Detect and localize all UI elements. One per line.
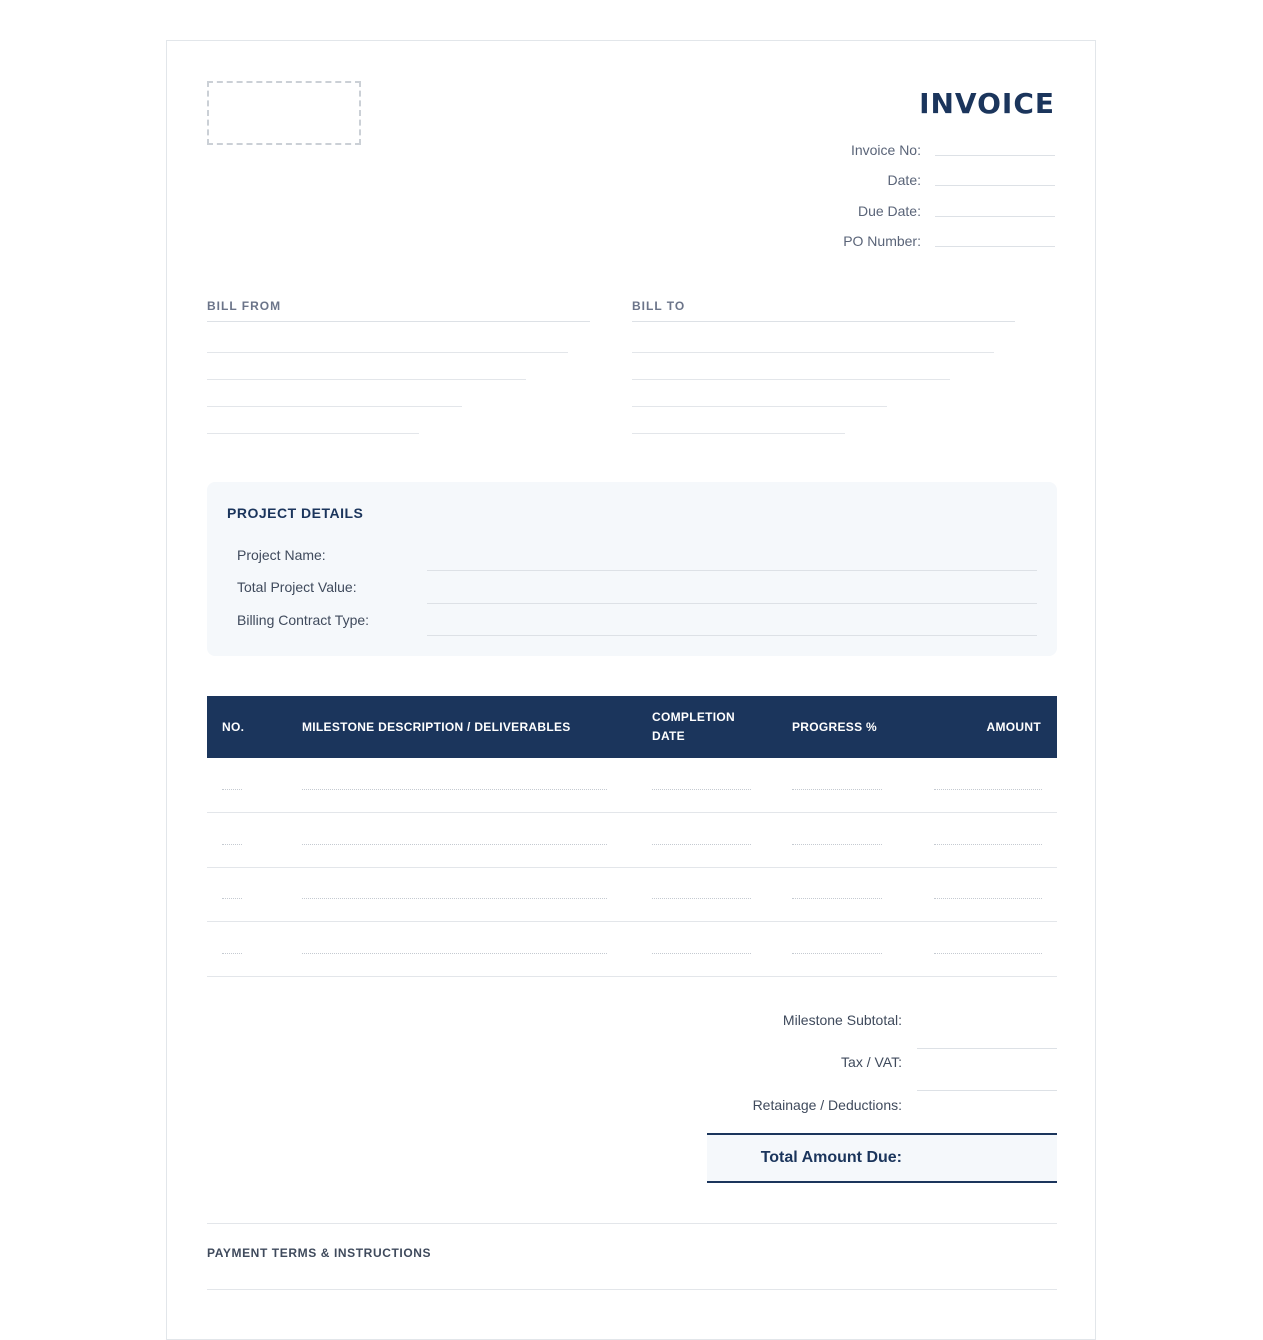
bill-to-line[interactable] [632,406,887,407]
bill-from-line[interactable] [207,406,462,407]
bill-to-line[interactable] [632,379,950,380]
tax-row [707,1049,1057,1091]
invoice-title: INVOICE [919,87,1055,120]
bill-to-line[interactable] [632,352,994,353]
invoice-no-row [755,142,1055,162]
row-amount-field[interactable] [934,844,1042,845]
col-completion-header [652,708,735,746]
po-number-row [755,233,1055,253]
row-amount-field[interactable] [934,898,1042,899]
table-row [207,867,1057,922]
date-row [755,172,1055,192]
bill-from-line[interactable] [207,352,568,353]
payment-terms-title: PAYMENT TERMS & INSTRUCTIONS [207,1246,432,1260]
row-description-field[interactable] [302,898,607,899]
col-amount-header: AMOUNT [986,720,1041,734]
due-date-field[interactable] [935,216,1055,217]
table-row [207,813,1057,868]
row-no-field[interactable] [222,953,242,954]
due-date-row [755,203,1055,223]
retainage-label: Retainage / Deductions: [752,1097,902,1113]
col-completion-line1: COMPLETION [652,710,735,724]
col-description-header: MILESTONE DESCRIPTION / DELIVERABLES [302,720,571,734]
col-no-header: NO. [222,720,245,734]
project-details-panel [207,482,1057,656]
col-completion-line2: DATE [652,729,685,743]
bill-from-section [207,299,590,322]
bill-from-heading: BILL FROM [207,299,590,322]
row-no-field[interactable] [222,789,242,790]
project-name-label: Project Name: [237,547,326,563]
invoice-no-label: Invoice No: [850,142,921,158]
subtotal-row [707,1007,1057,1049]
row-amount-field[interactable] [934,789,1042,790]
row-progress-field[interactable] [792,844,882,845]
project-value-field[interactable] [427,603,1037,604]
tax-field[interactable] [917,1090,1057,1091]
row-description-field[interactable] [302,953,607,954]
po-number-field[interactable] [935,246,1055,247]
subtotal-label: Milestone Subtotal: [782,1012,902,1028]
payment-terms-field[interactable] [207,1289,1057,1290]
tax-label: Tax / VAT: [841,1054,902,1070]
milestone-table-header [207,696,1057,758]
row-description-field[interactable] [302,789,607,790]
date-label: Date: [887,172,921,188]
terms-divider [207,1223,1057,1224]
row-progress-field[interactable] [792,898,882,899]
date-field[interactable] [935,185,1055,186]
bill-from-line[interactable] [207,433,419,434]
col-progress-header: PROGRESS % [792,720,878,734]
table-row [207,758,1057,813]
logo-placeholder[interactable] [207,81,361,145]
invoice-no-field[interactable] [935,155,1055,156]
bill-from-line[interactable] [207,379,526,380]
row-progress-field[interactable] [792,953,882,954]
row-progress-field[interactable] [792,789,882,790]
total-due-label: Total Amount Due: [760,1149,902,1166]
project-name-field[interactable] [427,570,1037,571]
row-completion-field[interactable] [652,844,751,845]
contract-type-field[interactable] [427,635,1037,636]
row-amount-field[interactable] [934,953,1042,954]
bill-to-section [632,299,1015,322]
row-description-field[interactable] [302,844,607,845]
row-completion-field[interactable] [652,953,751,954]
row-completion-field[interactable] [652,789,751,790]
bill-to-heading: BILL TO [632,299,1015,322]
due-date-label: Due Date: [857,203,921,219]
row-no-field[interactable] [222,898,242,899]
row-completion-field[interactable] [652,898,751,899]
contract-type-label: Billing Contract Type: [237,612,370,628]
project-details-title: PROJECT DETAILS [227,505,364,521]
row-no-field[interactable] [222,844,242,845]
table-row [207,922,1057,977]
invoice-page [166,40,1096,1340]
retainage-row [707,1092,1057,1134]
bill-to-line[interactable] [632,433,845,434]
project-value-label: Total Project Value: [237,579,357,595]
total-due-row [707,1133,1057,1183]
po-number-label: PO Number: [843,233,921,249]
